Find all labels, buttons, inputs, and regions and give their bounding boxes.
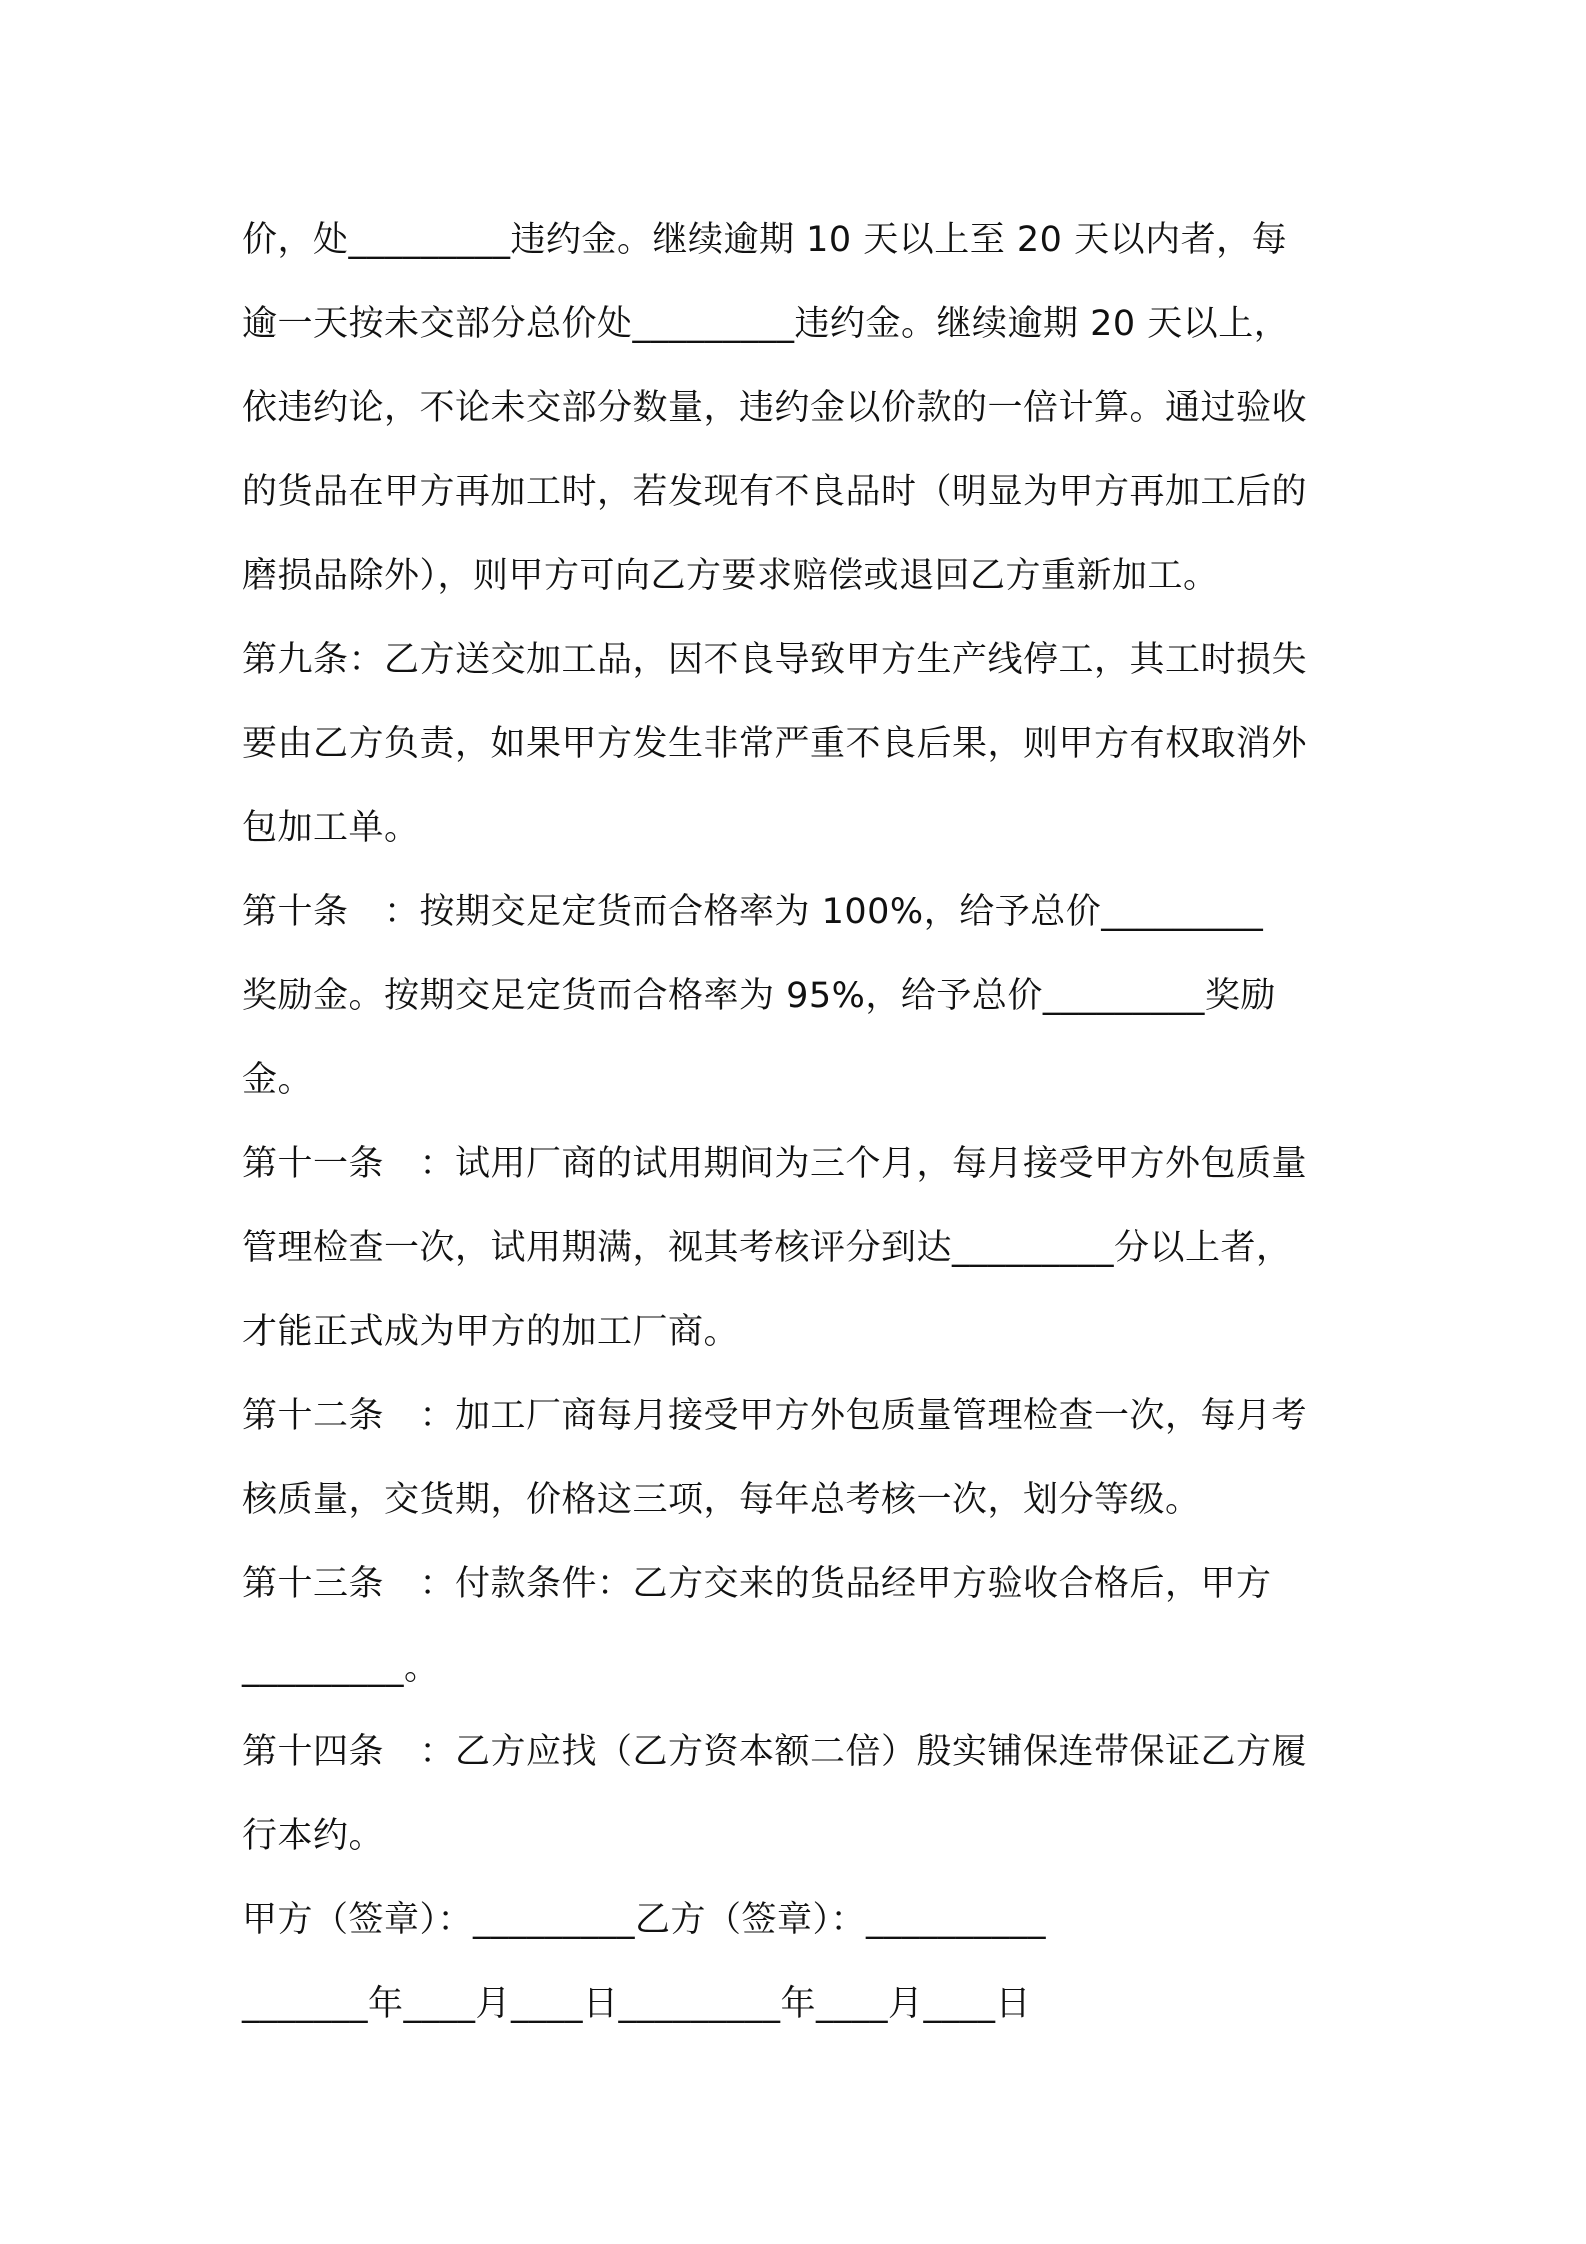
article-9-line: 第九条：乙方送交加工品，因不良导致甲方生产线停工，其工时损失 bbox=[242, 640, 1308, 680]
text-line: 磨损品除外），则甲方可向乙方要求赔偿或退回乙方重新加工。 bbox=[242, 556, 1219, 596]
text-line: 逾一天按未交部分总价处_________违约金。继续逾期 20 天以上， bbox=[242, 304, 1290, 344]
text-line: 核质量，交货期，价格这三项，每年总考核一次，划分等级。 bbox=[242, 1480, 1201, 1520]
text-line: 行本约。 bbox=[242, 1816, 385, 1856]
text-line: 管理检查一次，试用期满，视其考核评分到达_________分以上者， bbox=[242, 1228, 1292, 1268]
article-10-line: 第十条 ：按期交足定货而合格率为 100%，给予总价_________ bbox=[242, 892, 1264, 932]
text-line: 奖励金。按期交足定货而合格率为 95%，给予总价_________奖励 bbox=[242, 976, 1276, 1016]
text-line: 的货品在甲方再加工时，若发现有不良品时（明显为甲方再加工后的 bbox=[242, 472, 1308, 512]
date-line: _______年____月____日_________年____月____日 bbox=[242, 1984, 1032, 2024]
text-line: 金。 bbox=[242, 1060, 314, 1100]
signature-line: 甲方（签章）：_________乙方（签章）：__________ bbox=[242, 1900, 1047, 1940]
contract-body bbox=[242, 198, 1362, 2046]
text-line: 价，处_________违约金。继续逾期 10 天以上至 20 天以内者，每 bbox=[242, 220, 1288, 260]
text-line: _________。 bbox=[242, 1648, 440, 1688]
text-line: 要由乙方负责，如果甲方发生非常严重不良后果，则甲方有权取消外 bbox=[242, 724, 1308, 764]
article-11-line: 第十一条 ：试用厂商的试用期间为三个月，每月接受甲方外包质量 bbox=[242, 1144, 1308, 1184]
article-14-line: 第十四条 ：乙方应找（乙方资本额二倍）殷实铺保连带保证乙方履 bbox=[242, 1732, 1308, 1772]
text-line: 才能正式成为甲方的加工厂商。 bbox=[242, 1312, 740, 1352]
article-13-line: 第十三条 ：付款条件：乙方交来的货品经甲方验收合格后，甲方 bbox=[242, 1564, 1272, 1604]
text-line: 依违约论，不论未交部分数量，违约金以价款的一倍计算。通过验收 bbox=[242, 388, 1308, 428]
article-12-line: 第十二条 ：加工厂商每月接受甲方外包质量管理检查一次，每月考 bbox=[242, 1396, 1308, 1436]
text-line: 包加工单。 bbox=[242, 808, 420, 848]
